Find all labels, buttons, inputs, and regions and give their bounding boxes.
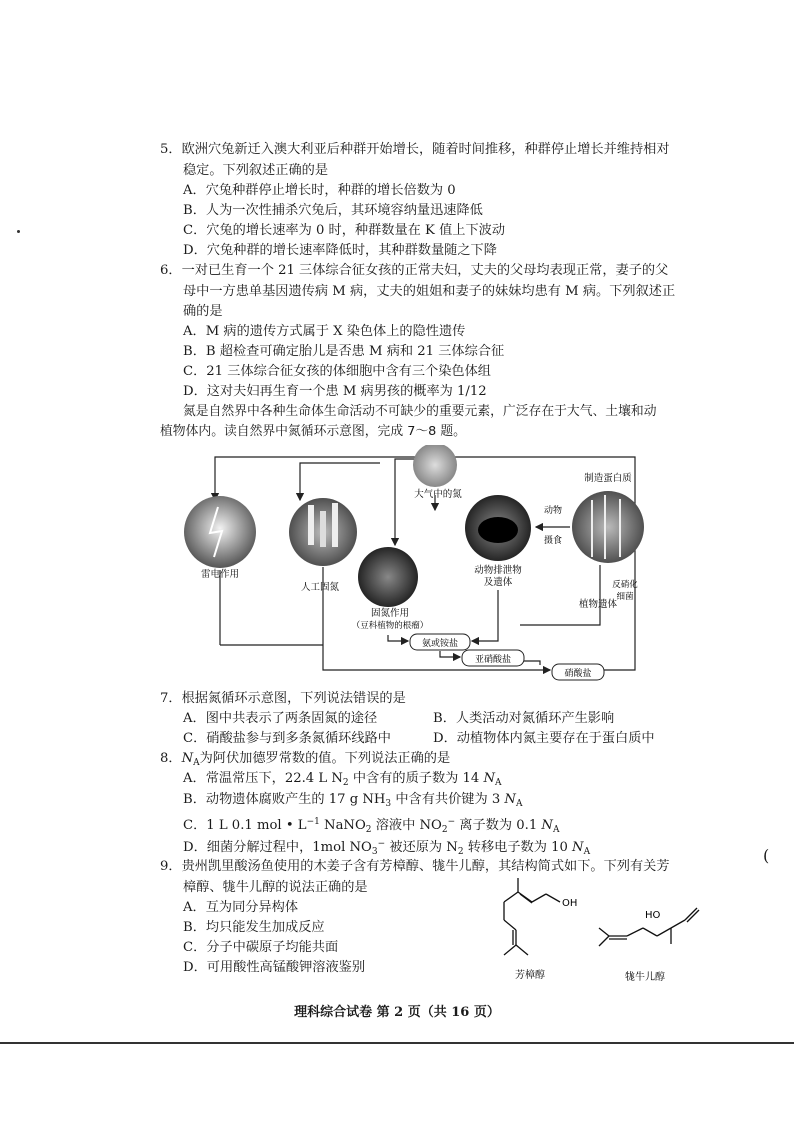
q8b-na: N: [504, 792, 516, 807]
q8c-sub: 2: [365, 825, 372, 835]
label-lightning: 雷电作用: [200, 569, 240, 580]
atmosphere-nitrogen-image: [413, 445, 457, 487]
q8c-sup: −1: [306, 817, 320, 827]
intro-line1: 氮是自然界中各种生命体生命活动不可缺少的重要元素，广泛存在于大气、土壤和动: [183, 404, 657, 419]
geraniol-structure: [595, 900, 715, 990]
q5-option-b: B．人为一次性捕杀穴兔后，其环境容纳量迅速降低: [183, 203, 483, 218]
label-atmosphere: 大气中的氮: [414, 489, 462, 500]
q8c-na-sub: A: [552, 825, 560, 835]
label-fixation: 固氮作用: [370, 608, 410, 619]
box-nitrite: 亚硝酸盐: [474, 655, 512, 665]
q9-stem-line1: 9．贵州凯里酸汤鱼使用的木姜子含有芳樟醇、牻牛儿醇，其结构简式如下。下列有关芳: [160, 859, 670, 874]
q8-na-sub: A: [193, 758, 200, 768]
intro-line2: 植物体内。读自然界中氮循环示意图，完成 7～8 题。: [160, 424, 466, 439]
bottom-rule: [0, 1042, 794, 1044]
linalool-structure: [490, 870, 590, 990]
label-animal-waste: 动物排泄物: [474, 565, 522, 576]
q8-option-b: [183, 791, 522, 813]
q8c-na: N: [541, 818, 553, 833]
q9-option-c: C．分子中碳原子均能共面: [183, 940, 339, 955]
q7-stem: 7．根据氮循环示意图，下列说法错误的是: [160, 691, 406, 706]
q8c-mid2: 溶液中 NO: [371, 818, 442, 833]
q6-stem-line1: 6．一对已生育一个 21 三体综合征女孩的正常夫妇，丈夫的父母均表现正常，妻子的父: [160, 263, 669, 278]
label-protein: 制造蛋白质: [584, 473, 632, 484]
structure-label-1: 芳樟醇: [515, 970, 545, 981]
q8a-sub: 2: [342, 778, 349, 788]
label-industrial: 人工固氮: [300, 582, 340, 593]
q8b-mid: 中含有共价键为 3: [391, 792, 505, 807]
q8d-na-sub: A: [583, 847, 591, 857]
q8d-na: N: [572, 840, 584, 855]
q8-stem: 8．$N_A$为阿伏加德罗常数的值。下列说法正确的是: [160, 751, 451, 768]
label-animal-intake-2: 摄食: [543, 536, 563, 546]
scan-mark: (: [763, 846, 770, 865]
q8b-sub: 3: [385, 799, 392, 809]
q8c-sup2: −: [447, 817, 456, 827]
q9-option-a: A．互为同分异构体: [183, 900, 299, 915]
q5-stem-line1: 5．欧洲穴兔新迁入澳大利亚后种群开始增长，随着时间推移，种群停止增长并维持相对: [160, 142, 670, 157]
label-denitrify: 反硝化: [612, 580, 638, 590]
structure-label-2: 牻牛儿醇: [625, 972, 665, 983]
q6-stem-line2: 母中一方患单基因遗传病 M 病，丈夫的姐姐和妻子的妹妹均患有 M 病。下列叙述正: [183, 284, 676, 299]
q9-option-d: D．可用酸性高锰酸钾溶液鉴别: [183, 960, 366, 975]
q8d-pre: D．细菌分解过程中，1mol NO: [183, 840, 372, 855]
label-denitrify-2: 细菌: [616, 592, 634, 602]
q6-option-d: D．这对夫妇再生育一个患 M 病男孩的概率为 1/12: [183, 384, 487, 399]
q8a-na: N: [483, 771, 496, 786]
label-fixation-note: （豆科植物的根瘤）: [351, 621, 429, 631]
label-animal-intake: 动物: [543, 506, 563, 516]
q8a-pre: A．常温常压下，22.4 L N: [183, 771, 343, 786]
q8c-mid3: 离子数为 0.1: [455, 818, 542, 833]
scan-speck: [17, 230, 20, 233]
q6-option-b: B．B 超检查可确定胎儿是否患 M 病和 21 三体综合征: [183, 344, 505, 359]
oh-label-2: HO: [645, 910, 661, 921]
q9-option-b: B．均只能发生加成反应: [183, 920, 325, 935]
legume-nodule-image: [358, 547, 418, 607]
q8d-mid1: 被还原为 N: [385, 840, 458, 855]
oh-label-1: OH: [562, 898, 578, 909]
q5-option-a: A．穴兔种群停止增长时，种群的增长倍数为 0: [183, 183, 456, 198]
q8a-na-sub: A: [495, 778, 502, 788]
q5-stem-line2: 稳定。下列叙述正确的是: [183, 163, 329, 178]
q9-stem-line2: 樟醇、牻牛儿醇的说法正确的是: [183, 880, 368, 895]
q5-option-d: D．穴兔种群的增长速率降低时，其种群数量随之下降: [183, 243, 497, 258]
q8-option-a: [183, 770, 502, 792]
nitrogen-cycle-diagram: [180, 445, 650, 690]
page-footer: 理科综合试卷 第 2 页（共 16 页）: [294, 1005, 500, 1020]
label-animal-waste-2: 及遗体: [483, 577, 513, 588]
forest-image: [572, 491, 644, 563]
box-nitrate: 硝酸盐: [564, 669, 592, 679]
q8d-mid2: 转移电子数为 10: [463, 840, 573, 855]
q5-option-c: C．穴兔的增长速率为 0 时，种群数量在 K 值上下波动: [183, 223, 506, 238]
q8-stem-text: 为阿伏加德罗常数的值。下列说法正确的是: [199, 751, 451, 766]
q6-stem-line3: 确的是: [183, 304, 223, 319]
label-plant-remains: 植物遗体: [578, 599, 618, 610]
box-ammonium: 氨或铵盐: [421, 639, 459, 649]
q8c-pre: C．1 L 0.1 mol • L: [183, 818, 307, 833]
q8-na: N: [181, 751, 194, 766]
q6-option-c: C．21 三体综合征女孩的体细胞中含有三个染色体组: [183, 364, 491, 379]
q6-option-a: A．M 病的遗传方式属于 X 染色体上的隐性遗传: [183, 324, 466, 339]
q8d-sup: −: [377, 839, 386, 849]
q8a-mid: 中含有的质子数为 14: [348, 771, 484, 786]
q8b-na-sub: A: [515, 799, 523, 809]
q7-option-a: A．图中共表示了两条固氮的途径: [183, 711, 378, 726]
q8c-sub2: 2: [441, 825, 448, 835]
q8c-mid1: NaNO: [319, 818, 366, 833]
q8b-pre: B．动物遗体腐败产生的 17 g NH: [183, 792, 386, 807]
q8d-sub: 3: [371, 847, 378, 857]
q7-option-b: B．人类活动对氮循环产生影响: [433, 711, 615, 726]
q7-option-c: C．硝酸盐参与到多条氮循环线路中: [183, 731, 391, 746]
q8d-sub2: 2: [457, 847, 464, 857]
q7-option-d: D．动植物体内氮主要存在于蛋白质中: [433, 731, 655, 746]
